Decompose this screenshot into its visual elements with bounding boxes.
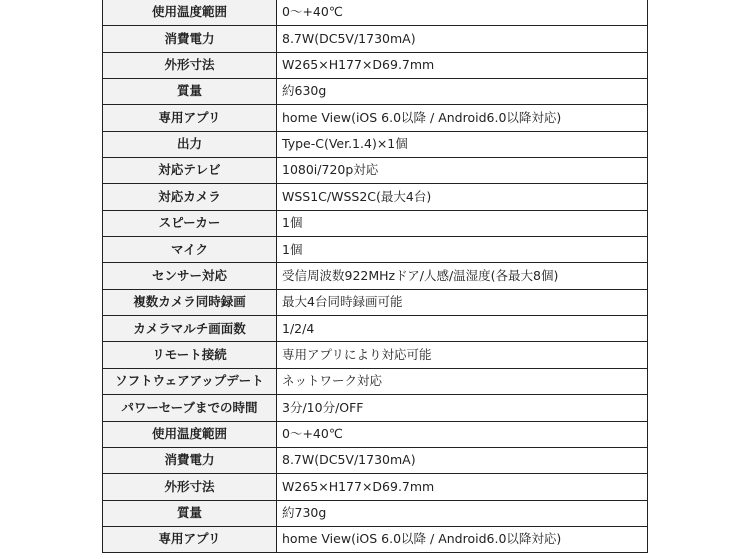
spec-value: 1/2/4 xyxy=(277,316,648,342)
spec-row xyxy=(103,316,648,342)
spec-label: 外形寸法 xyxy=(103,52,277,78)
spec-row xyxy=(103,184,648,210)
spec-label: ソフトウェアアップデート xyxy=(103,368,277,394)
spec-row xyxy=(103,0,648,26)
spec-row xyxy=(103,368,648,394)
spec-label: 外形寸法 xyxy=(103,474,277,500)
spec-table xyxy=(102,0,648,553)
spec-label: 対応テレビ xyxy=(103,158,277,184)
spec-label: 対応カメラ xyxy=(103,184,277,210)
spec-row xyxy=(103,395,648,421)
spec-label: 消費電力 xyxy=(103,26,277,52)
spec-label: カメラマルチ画面数 xyxy=(103,316,277,342)
spec-value: 専用アプリにより対応可能 xyxy=(277,342,648,368)
spec-row xyxy=(103,526,648,552)
spec-row xyxy=(103,210,648,236)
spec-row xyxy=(103,263,648,289)
spec-label: マイク xyxy=(103,237,277,263)
spec-value: 8.7W(DC5V/1730mA) xyxy=(277,447,648,473)
spec-value: 1080i/720p対応 xyxy=(277,158,648,184)
spec-value: 3分/10分/OFF xyxy=(277,395,648,421)
spec-value: 約730g xyxy=(277,500,648,526)
spec-row xyxy=(103,131,648,157)
spec-row xyxy=(103,289,648,315)
spec-value: WSS1C/WSS2C(最大4台) xyxy=(277,184,648,210)
spec-label: リモート接続 xyxy=(103,342,277,368)
spec-label: 使用温度範囲 xyxy=(103,0,277,26)
spec-row xyxy=(103,79,648,105)
spec-label: 質量 xyxy=(103,79,277,105)
spec-label: 質量 xyxy=(103,500,277,526)
spec-row xyxy=(103,500,648,526)
spec-row xyxy=(103,26,648,52)
spec-row xyxy=(103,158,648,184)
spec-row xyxy=(103,52,648,78)
spec-label: パワーセーブまでの時間 xyxy=(103,395,277,421)
spec-label: 出力 xyxy=(103,131,277,157)
spec-value: 受信周波数922MHzドア/人感/温湿度(各最大8個) xyxy=(277,263,648,289)
spec-value: 約630g xyxy=(277,79,648,105)
spec-row xyxy=(103,237,648,263)
spec-label: センサー対応 xyxy=(103,263,277,289)
spec-row xyxy=(103,421,648,447)
spec-row xyxy=(103,342,648,368)
spec-value: 0～+40℃ xyxy=(277,0,648,26)
spec-row xyxy=(103,105,648,131)
spec-label: スピーカー xyxy=(103,210,277,236)
spec-value: W265×H177×D69.7mm xyxy=(277,474,648,500)
spec-value: 0～+40℃ xyxy=(277,421,648,447)
spec-value: home View(iOS 6.0以降 / Android6.0以降対応) xyxy=(277,105,648,131)
spec-label: 消費電力 xyxy=(103,447,277,473)
spec-value: 最大4台同時録画可能 xyxy=(277,289,648,315)
spec-label: 専用アプリ xyxy=(103,105,277,131)
spec-value: W265×H177×D69.7mm xyxy=(277,52,648,78)
spec-value: ネットワーク対応 xyxy=(277,368,648,394)
spec-value: Type-C(Ver.1.4)×1個 xyxy=(277,131,648,157)
spec-label: 使用温度範囲 xyxy=(103,421,277,447)
spec-label: 複数カメラ同時録画 xyxy=(103,289,277,315)
spec-row xyxy=(103,447,648,473)
spec-value: 1個 xyxy=(277,237,648,263)
spec-row xyxy=(103,474,648,500)
spec-value: home View(iOS 6.0以降 / Android6.0以降対応) xyxy=(277,526,648,552)
spec-table-body xyxy=(103,0,648,553)
spec-value: 8.7W(DC5V/1730mA) xyxy=(277,26,648,52)
spec-value: 1個 xyxy=(277,210,648,236)
spec-label: 専用アプリ xyxy=(103,526,277,552)
